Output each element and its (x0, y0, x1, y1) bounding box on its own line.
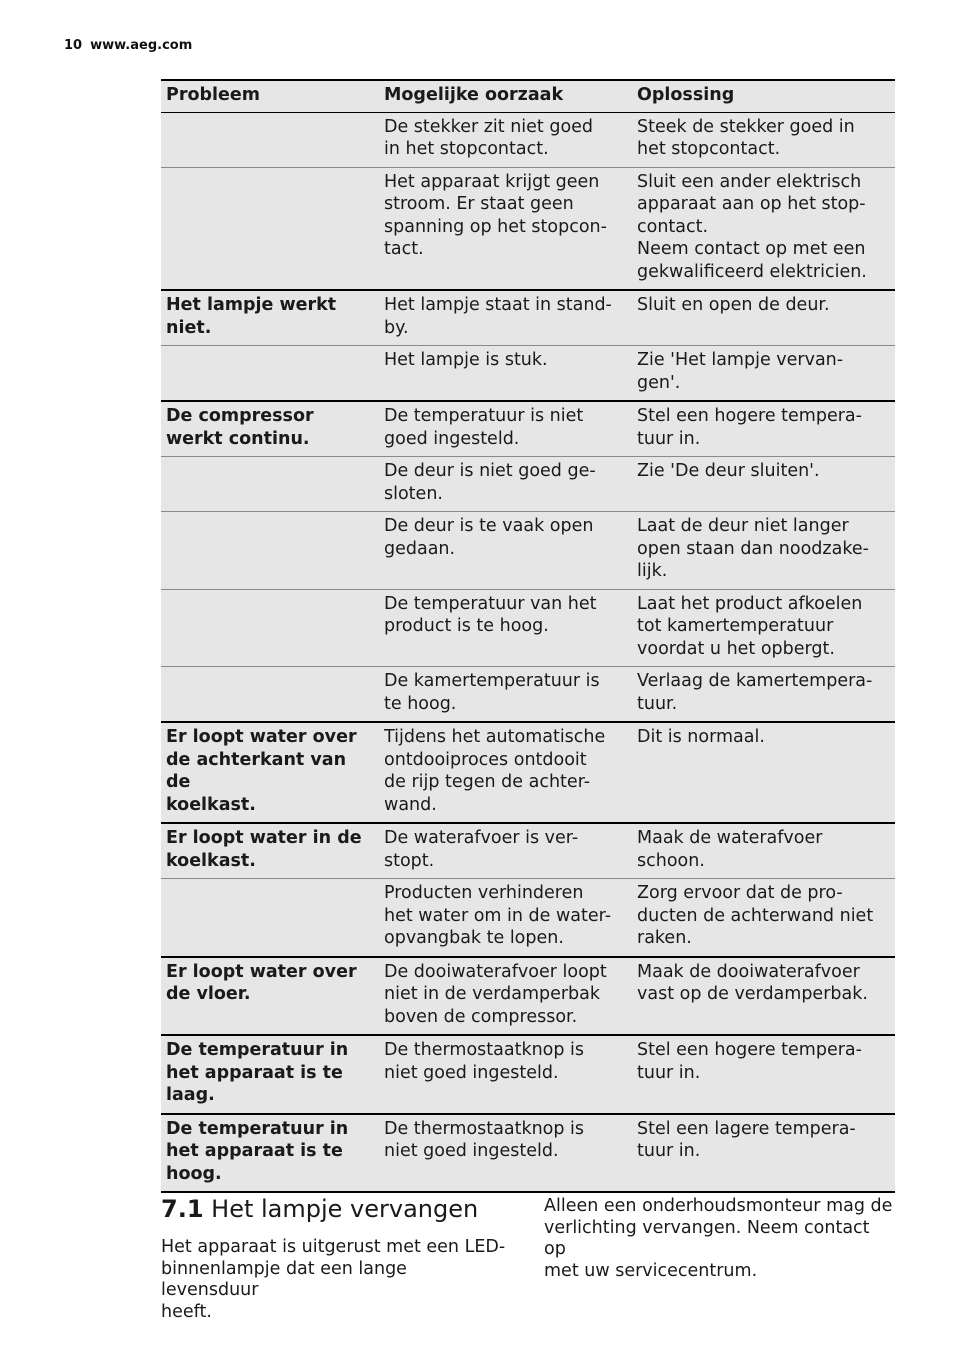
column-header-cause: Mogelijke oorzaak (379, 80, 632, 112)
problem-cell (161, 346, 379, 402)
section-heading (161, 1193, 506, 1225)
problem-cell (161, 512, 379, 590)
problem-cell: De compressor werkt continu. (161, 401, 379, 457)
table-row (161, 1114, 895, 1193)
table-header-row (161, 80, 895, 112)
cause-cell: De temperatuur is niet goed ingesteld. (379, 401, 632, 457)
site-url: www.aeg.com (90, 38, 193, 53)
table-row (161, 589, 895, 667)
table-row (161, 667, 895, 723)
cause-cell: De waterafvoer is ver- stopt. (379, 823, 632, 879)
solution-cell: Steek de stekker goed in het stopcontact. (632, 112, 895, 167)
section-number: 7.1 (161, 1195, 204, 1223)
table-row (161, 167, 895, 290)
solution-cell: Maak de dooiwaterafvoer vast op de verdamperbak. (632, 957, 895, 1036)
solution-cell: Dit is normaal. (632, 722, 895, 823)
table-row (161, 346, 895, 402)
solution-cell: Sluit en open de deur. (632, 290, 895, 346)
table-row (161, 957, 895, 1036)
cause-cell: De kamertemperatuur is te hoog. (379, 667, 632, 723)
problem-cell: De temperatuur in het apparaat is te hoog. (161, 1114, 379, 1193)
problem-cell: Er loopt water in de koelkast. (161, 823, 379, 879)
table-row (161, 879, 895, 957)
table-row (161, 512, 895, 590)
solution-cell: Zie 'Het lampje vervan- gen'. (632, 346, 895, 402)
solution-cell: Laat het product afkoelen tot kamertemperatuur voordat u het opbergt. (632, 589, 895, 667)
solution-cell: Maak de waterafvoer schoon. (632, 823, 895, 879)
cause-cell: De dooiwaterafvoer loopt niet in de verdamperbak boven de compressor. (379, 957, 632, 1036)
problem-cell: Er loopt water over de achterkant van de koelkast. (161, 722, 379, 823)
solution-cell: Stel een hogere tempera- tuur in. (632, 401, 895, 457)
problem-cell: Er loopt water over de vloer. (161, 957, 379, 1036)
cause-cell: Het lampje is stuk. (379, 346, 632, 402)
problem-cell: Het lampje werkt niet. (161, 290, 379, 346)
cause-cell: Producten verhinderen het water om in de water- opvangbak te lopen. (379, 879, 632, 957)
table-row (161, 112, 895, 167)
problem-cell (161, 667, 379, 723)
problem-cell (161, 589, 379, 667)
cause-cell: De deur is niet goed ge- sloten. (379, 457, 632, 512)
solution-cell: Verlaag de kamertempera- tuur. (632, 667, 895, 723)
section-paragraph-right: Alleen een onderhoudsmonteur mag de verlichting vervangen. Neem contact op met uw servicecentrum. (544, 1196, 893, 1281)
page-header (64, 38, 192, 53)
cause-cell: Tijdens het automatische ontdooiproces ontdooit de rijp tegen de achter- wand. (379, 722, 632, 823)
problem-cell: De temperatuur in het apparaat is te laag. (161, 1035, 379, 1114)
cause-cell: De thermostaatknop is niet goed ingesteld. (379, 1114, 632, 1193)
table-body (161, 112, 895, 1192)
solution-cell: Zorg ervoor dat de pro- ducten de achterwand niet raken. (632, 879, 895, 957)
troubleshooting-table (161, 79, 895, 1193)
page-number: 10 (64, 38, 83, 53)
cause-cell: De temperatuur van het product is te hoog. (379, 589, 632, 667)
problem-cell (161, 879, 379, 957)
problem-cell (161, 457, 379, 512)
table-row (161, 823, 895, 879)
column-header-problem: Probleem (161, 80, 379, 112)
solution-cell: Laat de deur niet langer open staan dan noodzake- lijk. (632, 512, 895, 590)
section-paragraph-left: Het apparaat is uitgerust met een LED- binnenlampje dat een lange levensduur heeft. (161, 1237, 506, 1322)
solution-cell: Zie 'De deur sluiten'. (632, 457, 895, 512)
problem-cell (161, 112, 379, 167)
table-row (161, 401, 895, 457)
table-row (161, 1035, 895, 1114)
solution-cell: Stel een hogere tempera- tuur in. (632, 1035, 895, 1114)
column-header-solution: Oplossing (632, 80, 895, 112)
solution-cell: Stel een lagere tempera- tuur in. (632, 1114, 895, 1193)
table-row (161, 722, 895, 823)
table-row (161, 290, 895, 346)
cause-cell: De deur is te vaak open gedaan. (379, 512, 632, 590)
section-replace-lamp (161, 1193, 506, 1323)
cause-cell: Het apparaat krijgt geen stroom. Er staat geen spanning op het stopcon- tact. (379, 167, 632, 290)
solution-cell: Sluit een ander elektrisch apparaat aan op het stop- contact. Neem contact op met een gekwalificeerd elektricien. (632, 167, 895, 290)
table-row (161, 457, 895, 512)
cause-cell: De thermostaatknop is niet goed ingesteld. (379, 1035, 632, 1114)
problem-cell (161, 167, 379, 290)
cause-cell: Het lampje staat in stand- by. (379, 290, 632, 346)
cause-cell: De stekker zit niet goed in het stopcontact. (379, 112, 632, 167)
section-title: Het lampje vervangen (211, 1195, 479, 1223)
